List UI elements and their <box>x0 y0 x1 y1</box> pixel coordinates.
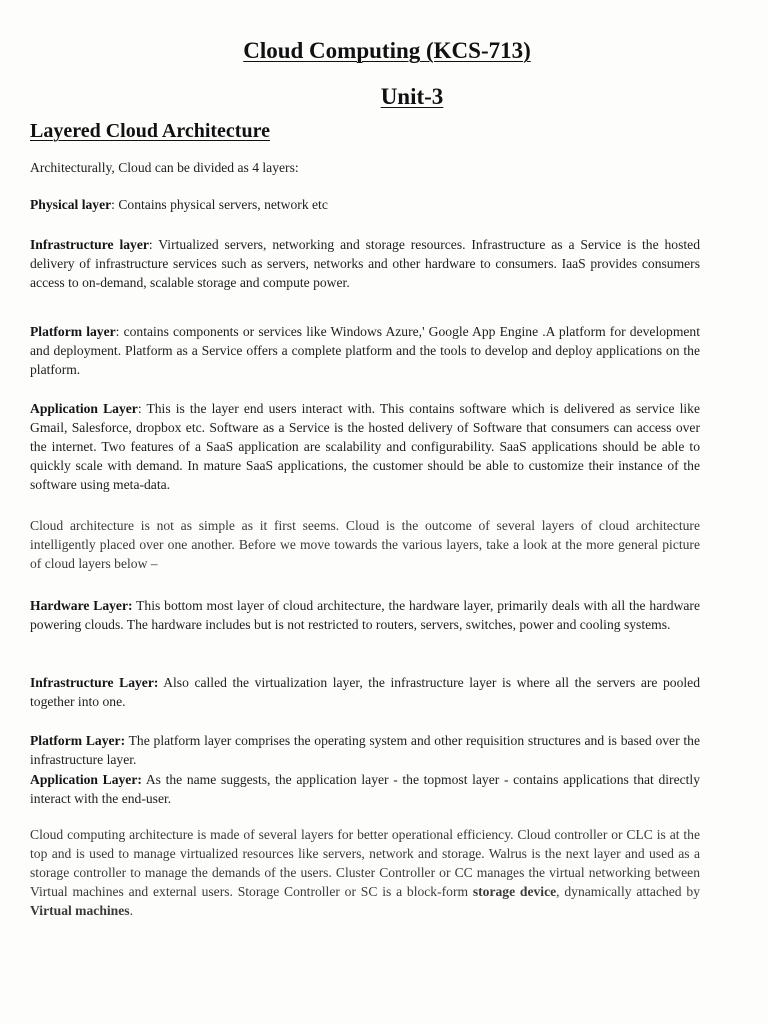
infrastructure-layer-paragraph <box>30 235 700 292</box>
platform-layer-term: Platform layer <box>30 324 116 339</box>
infrastructure-layer-detail-paragraph <box>30 673 700 711</box>
document-title: Cloud Computing (KCS-713) <box>243 38 531 63</box>
unit-heading: Unit-3 <box>380 84 444 109</box>
application-layer-detail-paragraph <box>30 770 700 808</box>
cloud-controllers-strong-storage: storage device <box>472 884 557 899</box>
infrastructure-layer-text: : Virtualized servers, networking and storage resources. Infrastructure as a Service is the hosted delivery of infrastructure services such as servers, networks and other hardware to consumers. IaaS provides consumers access to on-demand, scalable storage and compute power. <box>30 237 700 290</box>
physical-layer-paragraph <box>30 195 700 214</box>
cloud-controllers-strong-vm: Virtual machines <box>30 903 130 918</box>
section-heading: Layered Cloud Architecture <box>30 120 270 142</box>
application-layer-text: : This is the layer end users interact with. This contains software which is delivered as service like Gmail, Salesforce, dropbox etc. Software as a Service is the hosted delivery of Software that consumers can access over the internet. Two features of a SaaS application are scalability and configurability. SaaS applications should be able to quickly scale with demand. In mature SaaS applications, the customer should be able to customize their instance of the software using meta-data. <box>30 401 700 492</box>
cloud-controllers-text-c: . <box>129 903 133 918</box>
cloud-architecture-paragraph <box>30 516 700 573</box>
hardware-layer-text: This bottom most layer of cloud architecture, the hardware layer, primarily deals with all the hardware powering clouds. The hardware includes but is not restricted to routers, servers, switches, power and cooling systems. <box>30 598 700 632</box>
platform-layer-detail-paragraph <box>30 731 700 769</box>
application-layer-detail-text: As the name suggests, the application layer - the topmost layer - contains applications that directly interact with the end-user. <box>30 772 700 806</box>
application-layer-detail-term: Application Layer: <box>30 772 142 787</box>
infrastructure-layer-term: Infrastructure layer <box>30 237 149 252</box>
infrastructure-layer-detail-text: Also called the virtualization layer, the infrastructure layer is where all the servers are pooled together into one. <box>30 675 700 709</box>
platform-layer-detail-term: Platform Layer: <box>30 733 126 748</box>
platform-layer-text: : contains components or services like Windows Azure,' Google App Engine .A platform for development and deployment. Platform as a Service offers a complete platform and the tools to develop and deploy applications on the platform. <box>30 324 701 377</box>
cloud-controllers-text-b: , dynamically attached by <box>556 884 700 899</box>
cloud-controllers-paragraph <box>30 825 700 920</box>
cloud-architecture-text: Cloud architecture is not as simple as it first seems. Cloud is the outcome of several layers of cloud architecture intelligently placed over one another. Before we move towards the various layers, take a look at the more general picture of cloud layers below – <box>30 518 700 571</box>
platform-layer-paragraph <box>30 322 700 379</box>
platform-layer-detail-text: The platform layer comprises the operating system and other requisition structures and is based over the infrastructure layer. <box>30 733 700 767</box>
cloud-controllers-text-a: Cloud computing architecture is made of several layers for better operational efficiency. Cloud controller or CLC is at the top and is used to manage virtualized resources like servers, network and storage. Walrus is the next layer and used as a storage controller to manage the demands of the users. Cluster Controller or CC manages the virtual networking between Virtual machines and external users. Storage Controller or SC is a block-form <box>30 827 700 899</box>
hardware-layer-paragraph <box>30 596 700 634</box>
hardware-layer-term: Hardware Layer: <box>30 598 133 613</box>
intro-paragraph <box>30 158 700 177</box>
application-layer-paragraph <box>30 399 700 494</box>
physical-layer-term: Physical layer <box>30 197 112 212</box>
physical-layer-text: : Contains physical servers, network etc <box>111 197 328 212</box>
infrastructure-layer-detail-term: Infrastructure Layer: <box>30 675 159 690</box>
application-layer-term: Application Layer <box>30 401 138 416</box>
intro-text: Architecturally, Cloud can be divided as 4 layers: <box>30 160 299 175</box>
